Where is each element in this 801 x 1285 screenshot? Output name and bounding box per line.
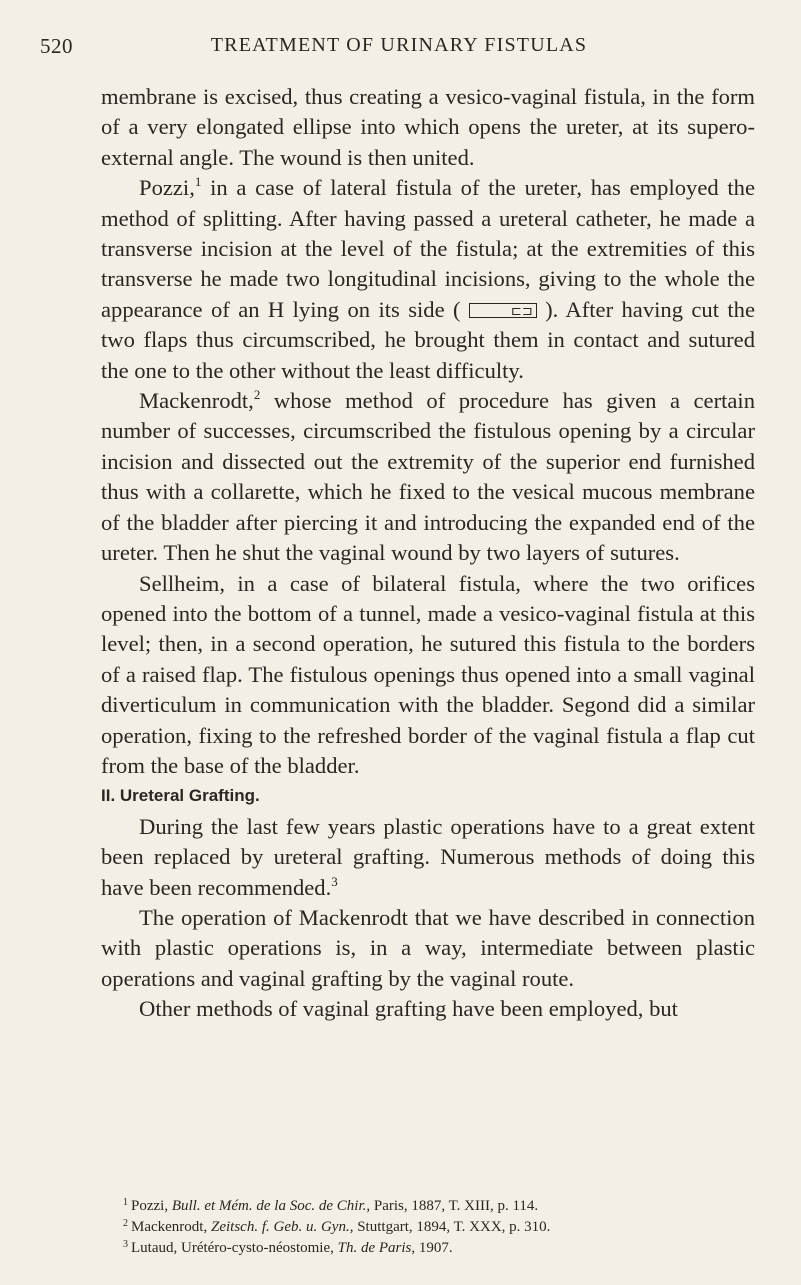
paragraph-1: membrane is excised, thus creating a vesico-vaginal fistula, in the form of a very elongated ellipse into which opens the ureter, at its supero-external angle. The wound is then united. xyxy=(101,84,755,170)
section-heading: II. Ureteral Grafting. xyxy=(101,786,260,806)
footnote-ref-3: 3 xyxy=(331,873,338,889)
page-number: 520 xyxy=(40,34,73,58)
page-header xyxy=(40,34,758,58)
paragraph-7: Other methods of vaginal grafting have been employed, but xyxy=(139,996,678,1022)
footnote-2: $^2$ Mackenrodt, Zeitsch. f. Geb. u. Gyn., Stuttgart, 1894, T. XXX, p. 310. xyxy=(123,1218,551,1235)
paragraph-6: The operation of Mackenrodt that we have described in connection with plastic operations is, in a way, intermediate between plastic operations and vaginal grafting by the vaginal route. xyxy=(101,904,755,991)
paragraph-4: Sellheim, in a case of bilateral fistula, where the two orifices opened into the bottom of a tunnel, made a vesico-vaginal fistula at this level; then, in a second operation, he sutured this fistula to the borders of a raised flap. The fistulous openings thus opened into a small vaginal diverticulum in communication with the bladder. Segond did a similar operation, fixing to the refreshed border of the vaginal fistula a flap cut from the base of the bladder. xyxy=(101,570,755,778)
footnote-1: $^1$ Pozzi, Bull. et Mém. de la Soc. de Chir., Paris, 1887, T. XIII, p. 114. xyxy=(123,1197,539,1214)
footnote-3: $^3$ Lutaud, Urétéro-cysto-néostomie, Th. de Paris, 1907. xyxy=(123,1239,453,1256)
footnote-ref-1: 1 xyxy=(194,174,202,190)
footnote-ref-2: 2 xyxy=(253,387,261,403)
footnotes xyxy=(123,1194,763,1257)
paragraph-3: Mackenrodt,$^2$ whose method of procedure has given a certain number of successes, circumscribed the fistulous opening by a circular incision and dissected out the extremity of the superior end furnished thus with a collarette, which he fixed to the vesical mucous membrane of the bladder after piercing it and introducing the expanded end of the ureter. Then he shut the vaginal wound by two layers of sutures. xyxy=(101,387,755,566)
h-on-side-symbol: ⊏⊐ xyxy=(469,303,537,318)
paragraph-2: Pozzi,$^1$ in a case of lateral fistula of the ureter, has employed the method of splitting. After having passed a ureteral catheter, he made a transverse incision at the level of the fistula; at the extremities of this transverse he made two longitudinal incisions, giving to the whole the appearance of an H lying on its side ( ⊏⊐ ). After having cut the two flaps thus circumscribed, he brought them in contact and sutured the one to the other without the least difficulty. xyxy=(101,174,755,383)
running-title: TREATMENT OF URINARY FISTULAS xyxy=(210,34,588,56)
body-text xyxy=(101,82,755,1025)
paragraph-5: During the last few years plastic operations have to a great extent been replaced by ureteral grafting. Numerous methods of doing this have been recommended.$^3$ xyxy=(101,813,755,900)
